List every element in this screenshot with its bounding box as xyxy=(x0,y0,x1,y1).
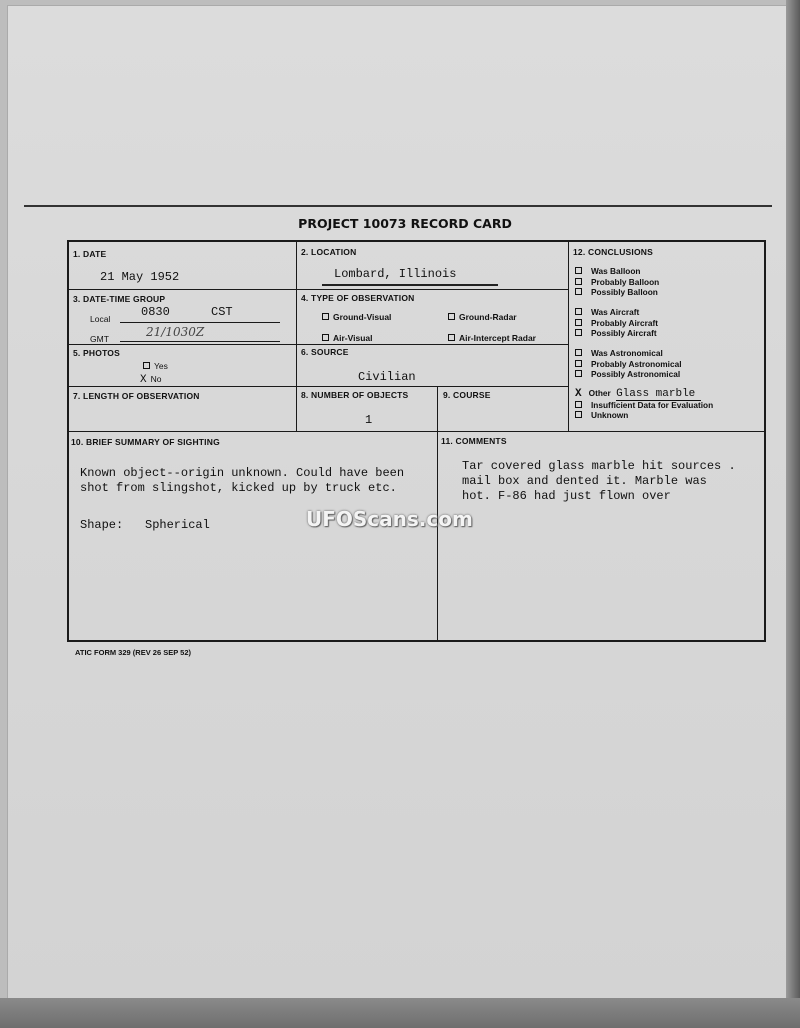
source-value: Civilian xyxy=(358,370,416,384)
other-value: Glass marble xyxy=(616,388,701,401)
conclusion-probably-astronomical: Probably Astronomical xyxy=(575,359,682,369)
photos-no-mark: X xyxy=(140,374,147,386)
scan-edge-right xyxy=(786,0,800,1028)
summary-label: 10. BRIEF SUMMARY OF SIGHTING xyxy=(71,437,220,447)
length-label: 7. LENGTH OF OBSERVATION xyxy=(73,391,200,401)
checkbox-icon xyxy=(575,349,582,356)
checkbox-icon xyxy=(448,334,455,341)
gmt-line xyxy=(120,341,280,342)
gmt-value: 21/1030Z xyxy=(146,325,205,339)
checkbox-icon xyxy=(448,313,455,320)
divider xyxy=(568,242,569,431)
conclusion-other: X Other Glass marble xyxy=(575,388,701,400)
course-label: 9. COURSE xyxy=(443,390,491,400)
comments-line-2: mail box and dented it. Marble was xyxy=(462,474,707,488)
checkbox-icon xyxy=(322,334,329,341)
summary-line-2: shot from slingshot, kicked up by truck etc. xyxy=(80,481,397,495)
divider xyxy=(296,242,297,431)
type-option-ground-visual: Ground-Visual xyxy=(322,312,391,322)
comments-label: 11. COMMENTS xyxy=(441,436,507,446)
comments-line-1: Tar covered glass marble hit sources . xyxy=(462,459,736,473)
photos-no: X No xyxy=(140,374,162,386)
type-option-air-visual: Air-Visual xyxy=(322,333,373,343)
checkbox-icon xyxy=(575,411,582,418)
conclusion-probably-balloon: Probably Balloon xyxy=(575,277,659,287)
photos-yes: Yes xyxy=(143,361,168,371)
location-underline xyxy=(322,284,498,286)
divider xyxy=(68,344,568,345)
date-value: 21 May 1952 xyxy=(100,270,180,284)
local-line xyxy=(120,322,280,323)
conclusion-probably-aircraft: Probably Aircraft xyxy=(575,318,658,328)
checkbox-icon xyxy=(575,288,582,295)
divider xyxy=(68,289,296,290)
num-objects-label: 8. NUMBER OF OBJECTS xyxy=(301,390,409,400)
watermark: UFOScans.com xyxy=(306,507,473,531)
checkbox-icon xyxy=(575,370,582,377)
checkbox-icon xyxy=(575,360,582,367)
form-footer: ATIC FORM 329 (REV 26 SEP 52) xyxy=(75,648,192,657)
checkbox-icon xyxy=(575,319,582,326)
gmt-label: GMT xyxy=(90,334,109,344)
checkbox-icon xyxy=(575,308,582,315)
summary-line-1: Known object--origin unknown. Could have been xyxy=(80,466,405,480)
num-objects-value: 1 xyxy=(365,413,373,427)
conclusions-label: 12. CONCLUSIONS xyxy=(573,247,653,257)
source-label: 6. SOURCE xyxy=(301,347,349,357)
conclusion-possibly-aircraft: Possibly Aircraft xyxy=(575,328,657,338)
conclusion-unknown: Unknown xyxy=(575,410,628,420)
conclusion-was-balloon: Was Balloon xyxy=(575,266,640,276)
location-value: Lombard, Illinois xyxy=(334,267,457,281)
photos-label: 5. PHOTOS xyxy=(73,348,120,358)
card-top-rule xyxy=(24,205,772,207)
dtg-label: 3. DATE-TIME GROUP xyxy=(73,294,166,304)
local-label: Local xyxy=(90,314,111,324)
conclusion-insufficient-data: Insufficient Data for Evaluation xyxy=(575,400,713,410)
card-title: PROJECT 10073 RECORD CARD xyxy=(298,216,512,231)
type-option-ground-radar: Ground-Radar xyxy=(448,312,517,322)
checkbox-icon xyxy=(575,278,582,285)
checkbox-icon xyxy=(143,362,150,369)
conclusion-was-aircraft: Was Aircraft xyxy=(575,307,639,317)
checkbox-icon xyxy=(575,401,582,408)
conclusion-possibly-astronomical: Possibly Astronomical xyxy=(575,369,680,379)
divider xyxy=(437,386,438,431)
divider xyxy=(296,289,568,290)
shape-value: Spherical xyxy=(145,518,210,532)
divider xyxy=(68,386,568,387)
conclusion-possibly-balloon: Possibly Balloon xyxy=(575,287,658,297)
local-zone-value: CST xyxy=(211,305,233,319)
local-time-value: 0830 xyxy=(141,305,170,319)
type-obs-label: 4. TYPE OF OBSERVATION xyxy=(301,293,415,303)
conclusion-was-astronomical: Was Astronomical xyxy=(575,348,663,358)
checkbox-icon xyxy=(322,313,329,320)
scan-edge-bottom xyxy=(0,998,800,1028)
comments-line-3: hot. F-86 had just flown over xyxy=(462,489,671,503)
type-option-air-intercept-radar: Air-Intercept Radar xyxy=(448,333,536,343)
shape-label: Shape: xyxy=(80,518,124,532)
checkbox-icon xyxy=(575,267,582,274)
checkbox-icon xyxy=(575,329,582,336)
divider xyxy=(68,431,765,432)
other-mark: X xyxy=(575,388,582,400)
date-label: 1. DATE xyxy=(73,249,107,259)
location-label: 2. LOCATION xyxy=(301,247,357,257)
